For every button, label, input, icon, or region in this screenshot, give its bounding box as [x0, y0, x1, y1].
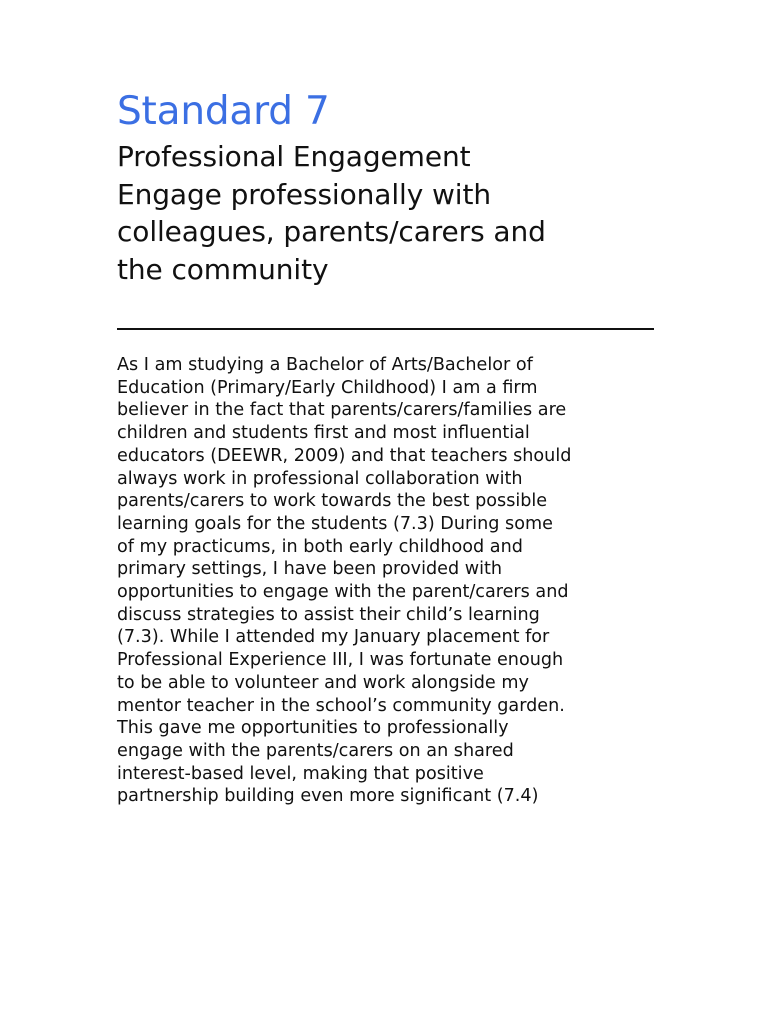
- body-line: As I am studying a Bachelor of Arts/Bachelor of: [117, 355, 533, 375]
- horizontal-rule: [117, 328, 654, 330]
- body-line: Professional Experience III, I was fortunate enough: [117, 650, 564, 671]
- body-line: parents/carers to work towards the best possible: [117, 491, 548, 512]
- body-line: This gave me opportunities to professionally: [117, 718, 509, 739]
- body-line: partnership building even more significant (7.4): [117, 786, 539, 807]
- subtitle-line: Professional Engagement: [117, 140, 471, 173]
- body-line: believer in the fact that parents/carers/families are: [117, 400, 567, 421]
- body-line: (7.3). While I attended my January placement for: [117, 627, 550, 648]
- body-line: educators (DEEWR, 2009) and that teachers should: [117, 445, 572, 466]
- body-line: primary settings, I have been provided with: [117, 559, 503, 580]
- body-line: learning goals for the students (7.3) During some: [117, 513, 553, 534]
- body-line: always work in professional collaboration with: [117, 468, 523, 489]
- body-line: children and students first and most influential: [117, 423, 530, 444]
- subtitle-line: the community: [117, 252, 329, 286]
- document-subtitle: [117, 138, 657, 288]
- subtitle-line: Engage professionally with: [117, 177, 491, 211]
- document-title: Standard 7: [117, 89, 330, 134]
- body-line: opportunities to engage with the parent/carers and: [117, 582, 569, 603]
- body-line: of my practicums, in both early childhood and: [117, 536, 523, 557]
- body-line: Education (Primary/Early Childhood) I am a firm: [117, 377, 538, 398]
- subtitle-line: colleagues, parents/carers and: [117, 215, 546, 248]
- body-line: interest-based level, making that positive: [117, 763, 484, 784]
- body-line: engage with the parents/carers on an shared: [117, 740, 514, 761]
- body-line: mentor teacher in the school’s community garden.: [117, 695, 565, 716]
- body-line: to be able to volunteer and work alongside my: [117, 672, 529, 693]
- body-line: discuss strategies to assist their child’s learning: [117, 604, 540, 625]
- document-page: [117, 86, 657, 808]
- body-paragraph: [117, 354, 657, 808]
